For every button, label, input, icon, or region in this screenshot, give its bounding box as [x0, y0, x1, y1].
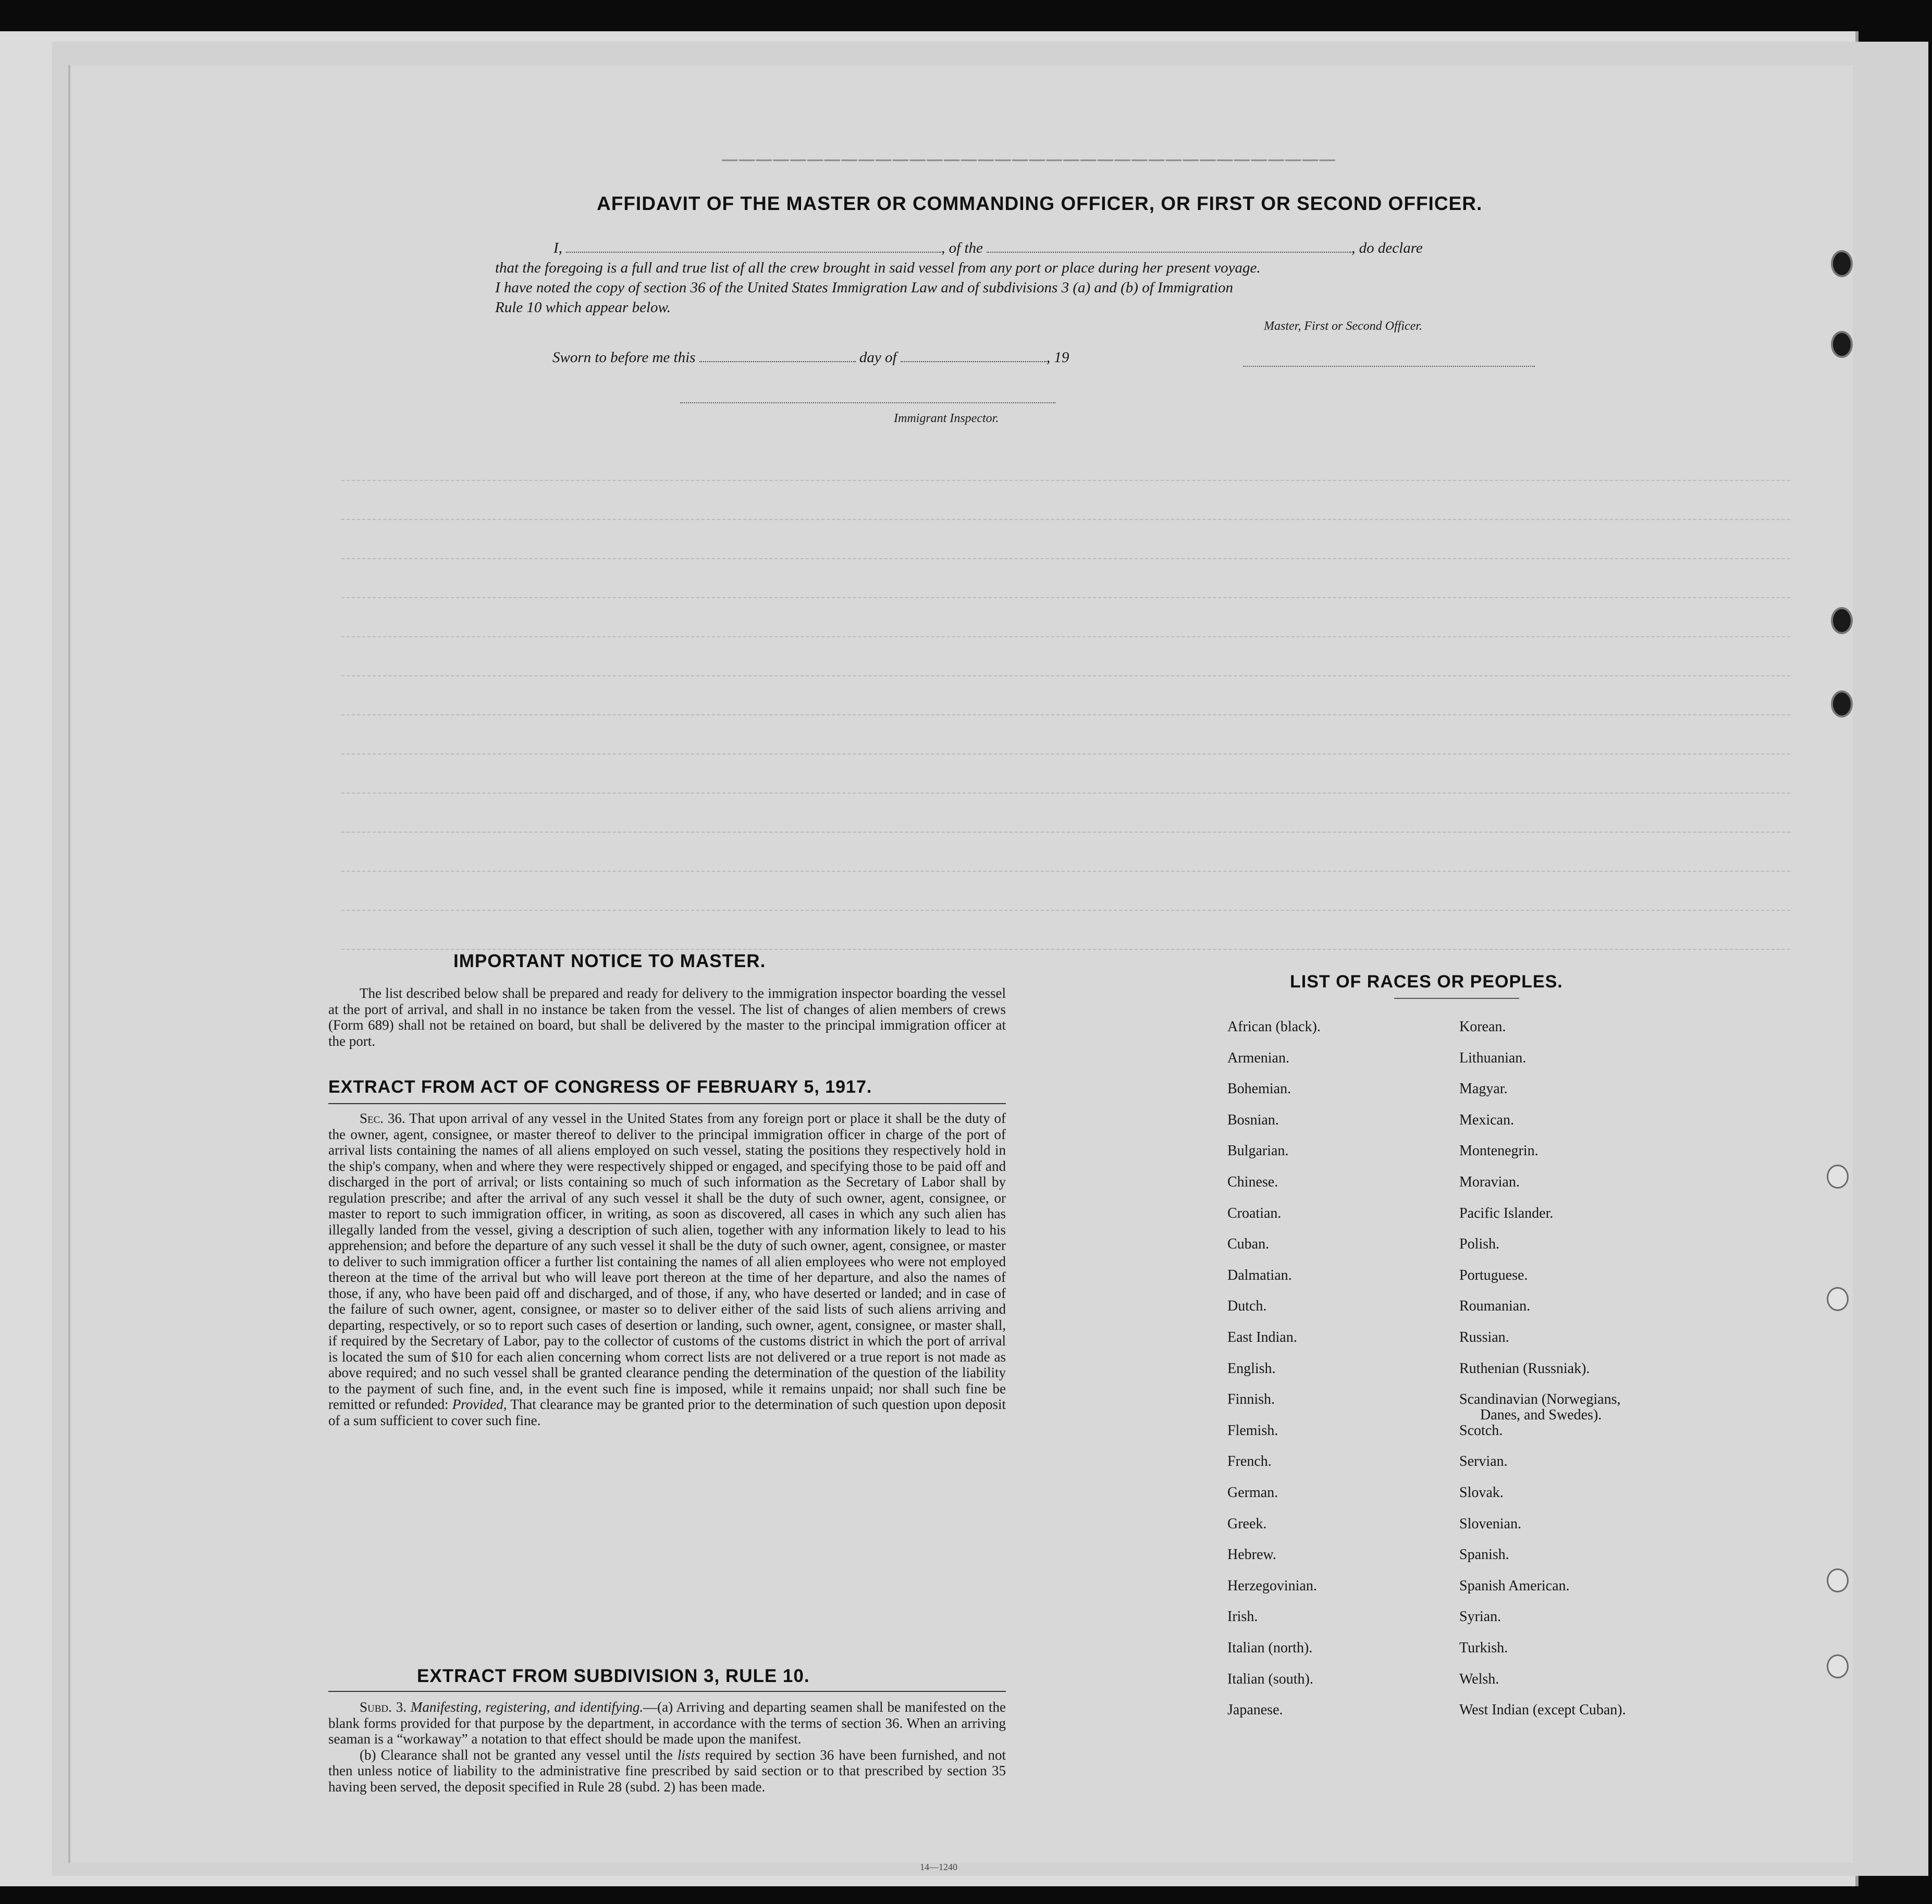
sworn-month-field[interactable]	[901, 350, 1047, 362]
day-of-label: day of	[859, 349, 897, 366]
race-item: Montenegrin.	[1459, 1143, 1539, 1159]
race-item: Scandinavian (Norwegians,	[1459, 1391, 1621, 1407]
act-extract-title: EXTRACT FROM ACT OF CONGRESS OF FEBRUARY 5, 1917.	[328, 1077, 872, 1097]
inspector-signature-line[interactable]	[680, 401, 1055, 403]
punch-hole	[1827, 1165, 1849, 1189]
bleed-through-row	[341, 818, 1790, 833]
race-item: Danes, and Swedes).	[1480, 1407, 1602, 1423]
affidavit-i-label: I,	[553, 240, 562, 256]
race-item: Armenian.	[1227, 1050, 1289, 1066]
section-36-text: Sec. 36. That upon arrival of any vessel in the United States from any foreign port or place it shall be the duty of the owner, agent, consignee, or master thereof to deliver to the principal immigration officer in charge of the port of arrival lists containing the names of all aliens employed on such vessel, stating the positions they respectively hold in the ship's company, when and where they were respectively shipped or engaged, and specifying those to be paid off and discharged in the port of arrival; or lists containing so much of such information as the Secretary of Labor shall by regulation prescribe; and after the arrival of any such vessel it shall be the duty of such owner, agent, consignee, or master to report to such immigration officer, in writing, as soon as discovered, all cases in which any such alien has illegally landed from the vessel, giving a description of such alien, together with any information likely to lead to his apprehension; and before the departure of any such vessel it shall be the duty of such owner, agent, consignee, or master to deliver to such immigration officer a further list containing the names of all alien employees who were not employed thereon at the time of the arrival but who will leave port thereon at the time of her departure, and also the names of those, if any, who have been paid off and discharged, and of those, if any, who have deserted or landed; and in case of the failure of such owner, agent, consignee, or master so to deliver either of the said lists of such aliens arriving and departing, respectively, or so to report such cases of desertion or landing, such owner, agent, consignee, or master shall, if required by the Secretary of Labor, pay to the collector of customs of the customs district in which the port of arrival is located the sum of $10 for each alien concerning whom correct lists are not delivered or a true report is not made as above required; and no such vessel shall be granted clearance pending the determination of the question of the liability to the payment of such fine, and, in the event such fine is imposed, while it remains unpaid; nor shall such fine be remitted or refunded: Provided, That clearance may be granted prior to the determination of such question upon deposit of a sum sufficient to cover such fine.	[328, 1110, 1006, 1428]
race-item: African (black).	[1227, 1019, 1321, 1035]
section-label: Sec. 36.	[360, 1110, 405, 1126]
race-item: Moravian.	[1459, 1174, 1520, 1190]
race-item: Cuban.	[1227, 1236, 1270, 1252]
rule-divider	[328, 1691, 1006, 1692]
affidavit-declare-label: , do declare	[1351, 240, 1423, 256]
race-item: Portuguese.	[1459, 1267, 1528, 1283]
race-item: Welsh.	[1459, 1671, 1499, 1687]
race-item: Polish.	[1459, 1236, 1500, 1252]
bleed-through-row	[341, 701, 1790, 715]
race-item: East Indian.	[1227, 1329, 1297, 1345]
affidavit-line-1	[553, 240, 1423, 257]
affidavit-line-3: I have noted the copy of section 36 of the United States Immigration Law and of subdivisions 3 (a) and (b) of Immigration	[495, 279, 1234, 296]
sworn-day-field[interactable]	[699, 350, 856, 362]
sworn-line	[552, 349, 1069, 366]
punch-hole	[1831, 607, 1853, 634]
punch-hole	[1831, 250, 1853, 277]
race-item: Slovak.	[1459, 1485, 1504, 1501]
race-item: Finnish.	[1227, 1391, 1275, 1407]
race-item: English.	[1227, 1361, 1276, 1377]
race-item: Irish.	[1227, 1609, 1258, 1625]
officer-name-field[interactable]	[566, 240, 941, 253]
form-code: 14—1240	[920, 1862, 957, 1872]
race-item: Japanese.	[1227, 1702, 1283, 1718]
race-item: Spanish.	[1459, 1547, 1509, 1563]
year-label: , 19	[1046, 349, 1069, 366]
punch-hole	[1827, 1568, 1849, 1592]
bleed-through-row	[341, 896, 1790, 911]
race-item: Lithuanian.	[1459, 1050, 1527, 1066]
master-signature-label: Master, First or Second Officer.	[1264, 319, 1422, 333]
race-item: Russian.	[1459, 1329, 1509, 1345]
bleed-through-row	[341, 662, 1790, 676]
race-item: West Indian (except Cuban).	[1459, 1702, 1626, 1718]
bleed-through-row	[341, 857, 1790, 872]
race-item: Bohemian.	[1227, 1081, 1291, 1097]
affidavit-line-4: Rule 10 which appear below.	[495, 299, 671, 316]
bleed-through-row	[341, 466, 1790, 481]
race-item: Slovenian.	[1459, 1516, 1521, 1532]
bleed-through-row	[341, 779, 1790, 794]
race-item: Bosnian.	[1227, 1112, 1279, 1128]
race-item: Bulgarian.	[1227, 1143, 1289, 1159]
race-item: German.	[1227, 1485, 1278, 1501]
race-item: Ruthenian (Russniak).	[1459, 1361, 1590, 1377]
rule-10-text: Subd. 3. Manifesting, registering, and identifying.—(a) Arriving and departing seamen shall be manifested on the blank forms provided for that purpose by the department, in accordance with the terms of section 36. When an arriving seaman is a “workaway” a notation to that effect should be made upon the manifest. (b) Clearance shall not be granted any vessel until the lists required by section 36 have been furnished, and not then unless notice of liability to the administrative fine prescribed by said section or to that prescribed by section 35 having been served, the deposit specified in Rule 28 (subd. 2) has been made.	[328, 1699, 1006, 1795]
rule-divider	[1394, 998, 1519, 999]
bleed-through-row	[341, 740, 1790, 755]
punch-hole	[1831, 690, 1853, 718]
race-item: Dutch.	[1227, 1298, 1267, 1314]
race-item: Flemish.	[1227, 1423, 1278, 1439]
master-signature-line[interactable]	[1243, 365, 1535, 367]
race-item: Italian (north).	[1227, 1640, 1313, 1656]
rule-divider	[328, 1103, 1006, 1104]
race-item: Herzegovinian.	[1227, 1578, 1317, 1594]
race-item: Hebrew.	[1227, 1547, 1276, 1563]
affidavit-title: AFFIDAVIT OF THE MASTER OR COMMANDING OFFICER, OR FIRST OR SECOND OFFICER.	[597, 193, 1483, 214]
race-item: Pacific Islander.	[1459, 1205, 1554, 1221]
bleed-through-row	[341, 584, 1790, 598]
race-item: Mexican.	[1459, 1112, 1514, 1128]
race-item: Korean.	[1459, 1019, 1506, 1035]
race-item: Italian (south).	[1227, 1671, 1313, 1687]
race-item: Greek.	[1227, 1516, 1267, 1532]
race-item: Dalmatian.	[1227, 1267, 1292, 1283]
bleed-through-heading: ────────────────────────────────────	[722, 149, 1337, 174]
race-item: Croatian.	[1227, 1205, 1282, 1221]
affidavit-of-the-label: , of the	[941, 240, 983, 256]
manifest-back-page	[70, 65, 1853, 1872]
inspector-signature-label: Immigrant Inspector.	[894, 412, 999, 425]
rule-extract-title: EXTRACT FROM SUBDIVISION 3, RULE 10.	[417, 1666, 810, 1686]
race-item: Turkish.	[1459, 1640, 1508, 1656]
race-item: Syrian.	[1459, 1609, 1502, 1625]
sworn-label: Sworn to before me this	[552, 349, 696, 366]
race-item: French.	[1227, 1453, 1272, 1469]
race-item: Scotch.	[1459, 1423, 1503, 1439]
race-item: Spanish American.	[1459, 1578, 1570, 1594]
race-item: Roumanian.	[1459, 1298, 1531, 1314]
bleed-through-row	[341, 505, 1790, 520]
punch-hole	[1827, 1287, 1849, 1311]
race-item: Magyar.	[1459, 1081, 1508, 1097]
notice-title: IMPORTANT NOTICE TO MASTER.	[453, 951, 766, 971]
race-item: Servian.	[1459, 1453, 1508, 1469]
race-item: Chinese.	[1227, 1174, 1278, 1190]
notice-text: The list described below shall be prepared and ready for delivery to the immigration inspector boarding the vessel at the port of arrival, and shall in no instance be taken from the vessel. The list of changes of alien members of crews (Form 689) shall not be retained on board, but shall be delivered by the master to the principal immigration officer at the port.	[328, 985, 1006, 1049]
bleed-through-row	[341, 623, 1790, 637]
punch-hole	[1827, 1654, 1849, 1678]
races-title: LIST OF RACES OR PEOPLES.	[1290, 972, 1563, 992]
affidavit-line-2: that the foregoing is a full and true list of all the crew brought in said vessel from any port or place during her present voyage.	[495, 259, 1261, 276]
vessel-name-field[interactable]	[987, 240, 1351, 253]
bleed-through-row	[341, 545, 1790, 559]
punch-hole	[1831, 331, 1853, 358]
bleed-through-row	[341, 935, 1790, 950]
